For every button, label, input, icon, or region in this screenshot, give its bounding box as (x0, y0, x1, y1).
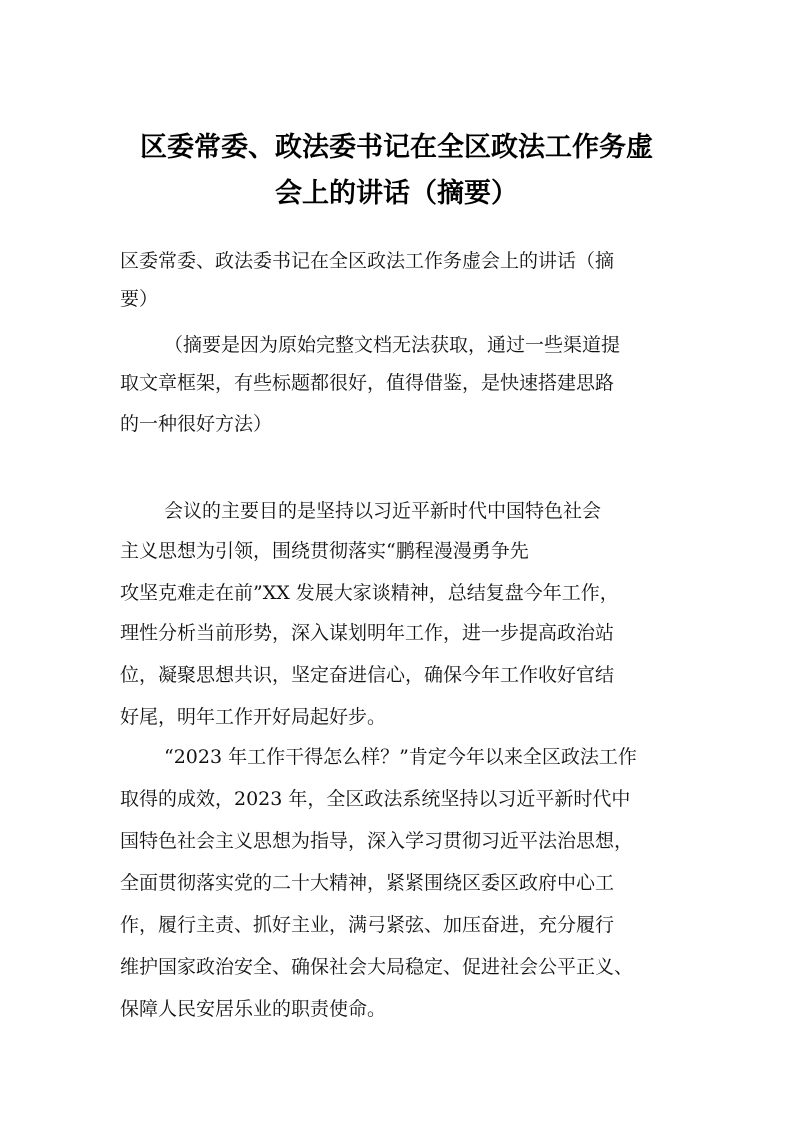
para2-line-2: 取得的成效，2023 年，全区政法系统坚持以习近平新时代中 (120, 788, 631, 810)
para2-line-3: 国特色社会主义思想为指导，深入学习贯彻习近平法治思想， (120, 830, 634, 852)
para2-line-6: 维护国家政治安全、确保社会大局稳定、促进社会公平正义、 (120, 956, 634, 978)
note-line-1: （摘要是因为原始完整文档无法获取，通过一些渠道提 (164, 334, 621, 356)
para1-line-3: 攻坚克难走在前”XX 发展大家谈精神，总结复盘今年工作， (120, 582, 619, 604)
document-title-line-1: 区委常委、政法委书记在全区政法工作务虚 (140, 132, 653, 163)
note-line-3: 的一种很好方法） (120, 413, 273, 435)
para2-line-7: 保障人民安居乐业的职责使命。 (120, 998, 387, 1020)
para2-line-1: “2023 年工作干得怎么样？”肯定今年以来全区政法工作 (164, 746, 637, 768)
intro-line-2: 要） (120, 288, 159, 310)
document-title-line-2: 会上的讲话（摘要） (275, 178, 518, 209)
para1-line-5: 位，凝聚思想共识，坚定奋进信心，确保今年工作收好官结 (120, 664, 615, 686)
para2-line-4: 全面贯彻落实党的二十大精神，紧紧围绕区委区政府中心工 (120, 872, 615, 894)
para1-line-6: 好尾，明年工作开好局起好步。 (120, 706, 387, 728)
para1-line-1: 会议的主要目的是坚持以习近平新时代中国特色社会 (164, 500, 602, 522)
para2-line-5: 作，履行主责、抓好主业，满弓紧弦、加压奋进，充分履行 (120, 914, 615, 936)
para1-line-2: 主义思想为引领，围绕贯彻落实“鹏程漫漫勇争先 (120, 540, 529, 562)
intro-line-1: 区委常委、政法委书记在全区政法工作务虚会上的讲话（摘 (120, 250, 615, 272)
para1-line-4: 理性分析当前形势，深入谋划明年工作，进一步提高政治站 (120, 622, 615, 644)
note-line-2: 取文章框架，有些标题都很好，值得借鉴，是快速搭建思路 (120, 372, 615, 394)
